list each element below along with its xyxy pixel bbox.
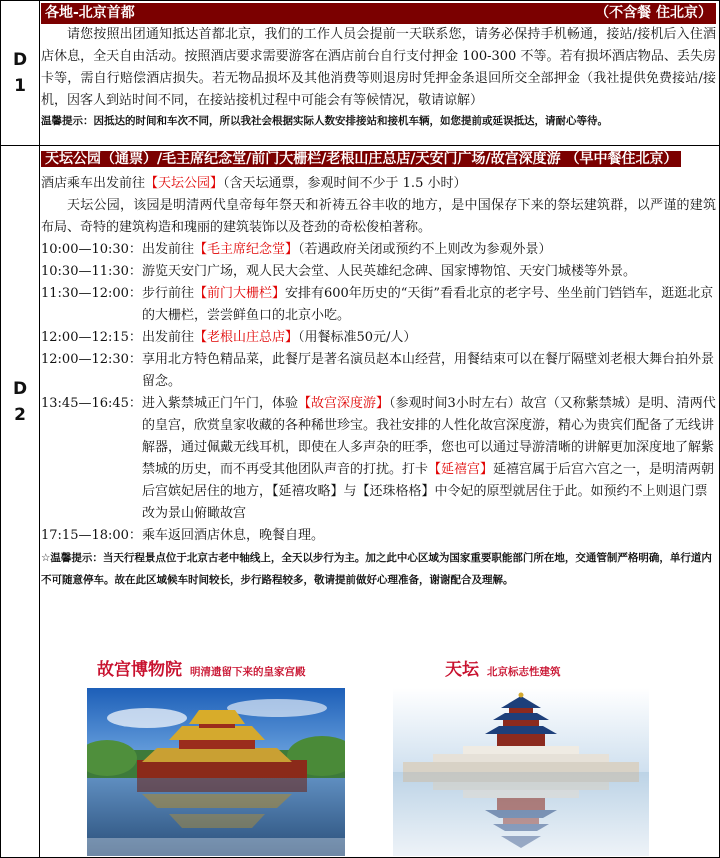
day2-intro [41,173,716,195]
schedule-description [142,327,716,349]
schedule-item [41,327,716,349]
schedule-text: （参观时间3小时左右）故宫（又称紫禁城）是明、清两代的皇宫，欣赏皇家收藏的各种稀世珍宝。我社安排的人性化故宫深度游，精心为贵宾们配备了无线讲解器，通过佩戴无线耳机，即使在人多声杂的旺季，您也可以通过导游清晰的讲解更加深度地了解紫禁城的历史，而不再受其他团队声音的打扰。打卡 [141,396,716,477]
day1-content [41,3,716,130]
schedule-item [41,283,716,327]
schedule-highlight: 【前门大栅栏】 [193,286,285,301]
schedule-item [41,393,716,525]
schedule-time: 10:30—11:30： [41,264,142,279]
schedule-description [142,283,716,327]
forbidden-city-subtitle: 明清遗留下来的皇家宫殿 [190,666,306,678]
schedule-description [142,525,716,547]
day2-schedule [41,239,716,547]
schedule-text: （用餐标准50元/人） [297,330,417,345]
day2-intro-text: 酒店乘车出发前往 [41,176,146,191]
schedule-item [41,349,716,393]
day2-title: 天坛公园（通票）/毛主席纪念堂/前门大栅栏/老根山庄总店/天安门广场/故宫深度游 （早中餐住北京） [41,151,681,167]
schedule-description [142,393,716,525]
forbidden-city-caption [97,655,306,680]
row-divider [1,145,719,146]
day2-intro-highlight: 【天坛公园】 [145,176,224,191]
schedule-text: （若遇政府关闭或预约不上则改为参观外景） [297,242,552,257]
temple-of-heaven-subtitle: 北京标志性建筑 [487,666,561,678]
day2-intro-note: （含天坛通票，参观时间不少于 1.5 小时） [223,176,467,191]
schedule-time: 11:30—12:00： [41,286,142,301]
day2-description: 天坛公园，该园是明清两代皇帝每年祭天和祈祷五谷丰收的地方，是中国保存下来的祭坛建筑群，以严谨的建筑布局、奇特的建筑构造和瑰丽的建筑装饰以及苍劲的奇松俊柏著称。 [41,198,716,235]
schedule-time: 10:00—10:30： [41,242,142,257]
schedule-description [142,349,716,393]
schedule-text: 进入紫禁城正门午门，体验 [141,396,298,411]
temple-of-heaven-caption [445,655,561,680]
schedule-description [142,261,716,283]
schedule-highlight: 【毛主席纪念堂】 [193,242,298,257]
schedule-description [142,239,716,261]
schedule-text: 安排有600年历史的“天街”看看北京的老字号、坐坐前门铛铛车，逛逛北京的大栅栏，尝尝鲜鱼口的北京小吃。 [141,286,714,323]
temple-of-heaven-title: 天坛 [445,660,479,680]
schedule-item [41,525,716,547]
schedule-text: 享用北方特色精品菜，此餐厅是著名演员赵本山经营，用餐结束可以在餐厅隔壁刘老根大舞台拍外景留念。 [141,352,714,389]
temple-of-heaven-photo [393,688,649,856]
day1-label-cell [1,1,40,145]
day1-title-bar [41,3,716,24]
schedule-text: 延禧宫属于后宫六宫之一，是明清两朝后宫嫔妃居住的地方，【延禧攻略】与【还珠格格】中令妃的原型就居住于此。如预约不上则退门票改为景山俯瞰故宫 [141,462,714,521]
day2-title-wrap [41,148,716,171]
schedule-item [41,261,716,283]
schedule-text: 出发前往 [141,330,194,345]
day1-tip: 温馨提示：因抵达的时间和车次不同，所以我社会根据实际人数安排接站和接机车辆，如您提前或延误抵达，请耐心等待。 [41,115,608,127]
schedule-text: 游览天安门广场，观人民大会堂、人民英雄纪念碑、国家博物馆、天安门城楼等外景。 [141,264,636,279]
day1-label: D 1 [12,50,28,96]
schedule-time: 17:15—18:00： [41,528,142,543]
schedule-item [41,239,716,261]
schedule-highlight: 【故宫深度游】 [297,396,389,411]
day2-label: D 2 [12,379,28,425]
day2-label-cell [1,146,40,857]
schedule-text: 步行前往 [141,286,194,301]
day1-title-meals: （不含餐 住北京） [595,5,712,21]
schedule-time: 12:00—12:30： [41,352,142,367]
forbidden-city-title: 故宫博物院 [97,660,182,680]
schedule-text: 乘车返回酒店休息，晚餐自理。 [141,528,324,543]
schedule-text: 出发前往 [141,242,194,257]
schedule-time: 13:45—16:45： [41,396,142,411]
day1-paragraph: 请您按照出团通知抵达首都北京，我们的工作人员会提前一天联系您，请务必保持手机畅通，接站/接机后入住酒店休息，全天自由活动。按照酒店要求需要游客在酒店前台自行支付押金 100-300 不等。若有损坏酒店物品、丢失房卡等，需自行赔偿酒店损失。若无物品损坏及其他消费等则退房时凭押金条退回所交全部押金（我社提供免费接站/接机，因客人到站时间不同，在接站接机过程中可能会有等候情况，敬请谅解） [41,27,716,108]
forbidden-city-photo [87,688,345,856]
day2-content [41,148,716,591]
schedule-time: 12:00—12:15： [41,330,142,345]
schedule-highlight: 【延禧宫】 [427,462,493,477]
day2-tip: ☆温馨提示：当天行程景点位于北京古老中轴线上，全天以步行为主。加之此中心区域为国家重要职能部门所在地，交通管制严格明确，单行道内不可随意停车。故在此区域候车时间较长，步行路程较多，敬请提前做好心理准备，谢谢配合及理解。 [41,552,712,586]
schedule-highlight: 【老根山庄总店】 [193,330,298,345]
day1-title: 各地-北京首都 [45,5,135,21]
